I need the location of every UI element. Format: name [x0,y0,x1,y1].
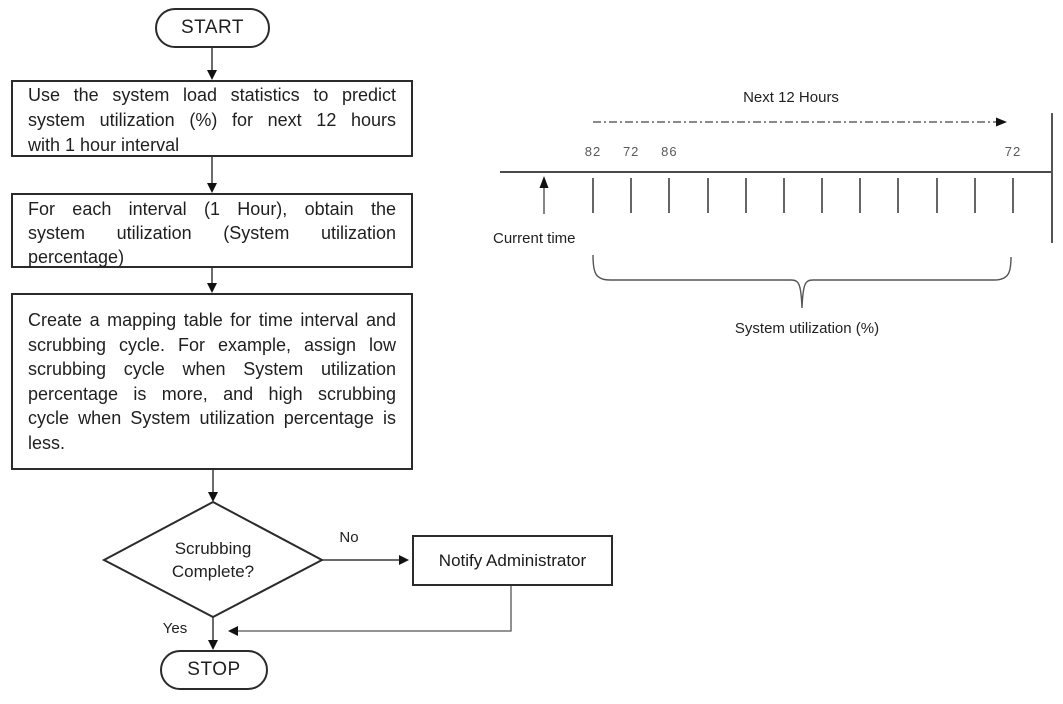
tick-value-label: 72 [622,144,640,159]
stop-label: STOP [187,659,241,680]
tick-value-label: 86 [661,144,678,159]
arrowhead-down-icon [207,183,217,193]
process-text-line: scrubbing cycle when System utilization [28,359,396,379]
timeline-tick [592,178,594,213]
timeline-tick [668,178,670,213]
process-text-line: with 1 hour interval [28,135,180,155]
timeline-tick [630,178,632,213]
yes-branch-label: Yes [162,620,188,637]
arrowhead-down-icon [208,492,218,502]
process-text-line: Use the system load statistics to predict [28,85,396,105]
timeline-tick [707,178,709,213]
timeline-tick [859,178,861,213]
process-text-line: Create a mapping table for time interval and [28,310,396,330]
arrowhead-down-icon [208,640,218,650]
notify-administrator-box [412,535,613,586]
timeline-tick [821,178,823,213]
tick-value-label: 72 [1004,144,1022,159]
timeline-tick [1012,178,1014,213]
process-text-line: cycle when System utilization percentage is [28,408,396,428]
arrowhead-right-icon [996,118,1007,127]
arrowhead-left-icon [228,626,238,636]
connector-notify-return [238,586,511,631]
process-step-3 [11,293,413,470]
timeline-tick [974,178,976,213]
process-step-2 [11,193,413,268]
process-text-line: percentage is more, and high scrubbing [28,383,396,404]
arrowhead-down-icon [207,70,217,80]
process-text-line: system utilization (%) for next 12 hours [28,110,396,130]
stop-terminal [160,650,268,690]
arrowhead-right-icon [399,555,409,565]
no-branch-label: No [339,529,359,546]
process-text-line: scrubbing cycle. For example, assign low [28,334,396,355]
current-time-label: Current time [493,230,576,247]
process-step-1 [11,80,413,157]
system-utilization-label: System utilization (%) [734,320,880,337]
timeline-graphics [500,113,1052,308]
timeline-tick [936,178,938,213]
start-label: START [180,17,245,38]
brace-icon [593,255,1011,308]
timeline-title: Next 12 Hours [743,89,839,106]
process-text-line: For each interval (1 Hour), obtain the [28,199,396,219]
timeline-tick [897,178,899,213]
decision-label: Scrubbing Complete? [171,539,255,581]
process-text-line: percentage) [28,247,125,267]
start-terminal [155,8,270,48]
arrowhead-up-icon [540,176,549,188]
notify-administrator-label: Notify Administrator [438,550,587,570]
timeline-tick [783,178,785,213]
process-text-line: system utilization (System utilization [28,223,396,243]
timeline-tick [745,178,747,213]
tick-value-label: 82 [584,144,602,159]
arrowhead-down-icon [207,283,217,293]
process-text-line: less. [28,432,66,453]
